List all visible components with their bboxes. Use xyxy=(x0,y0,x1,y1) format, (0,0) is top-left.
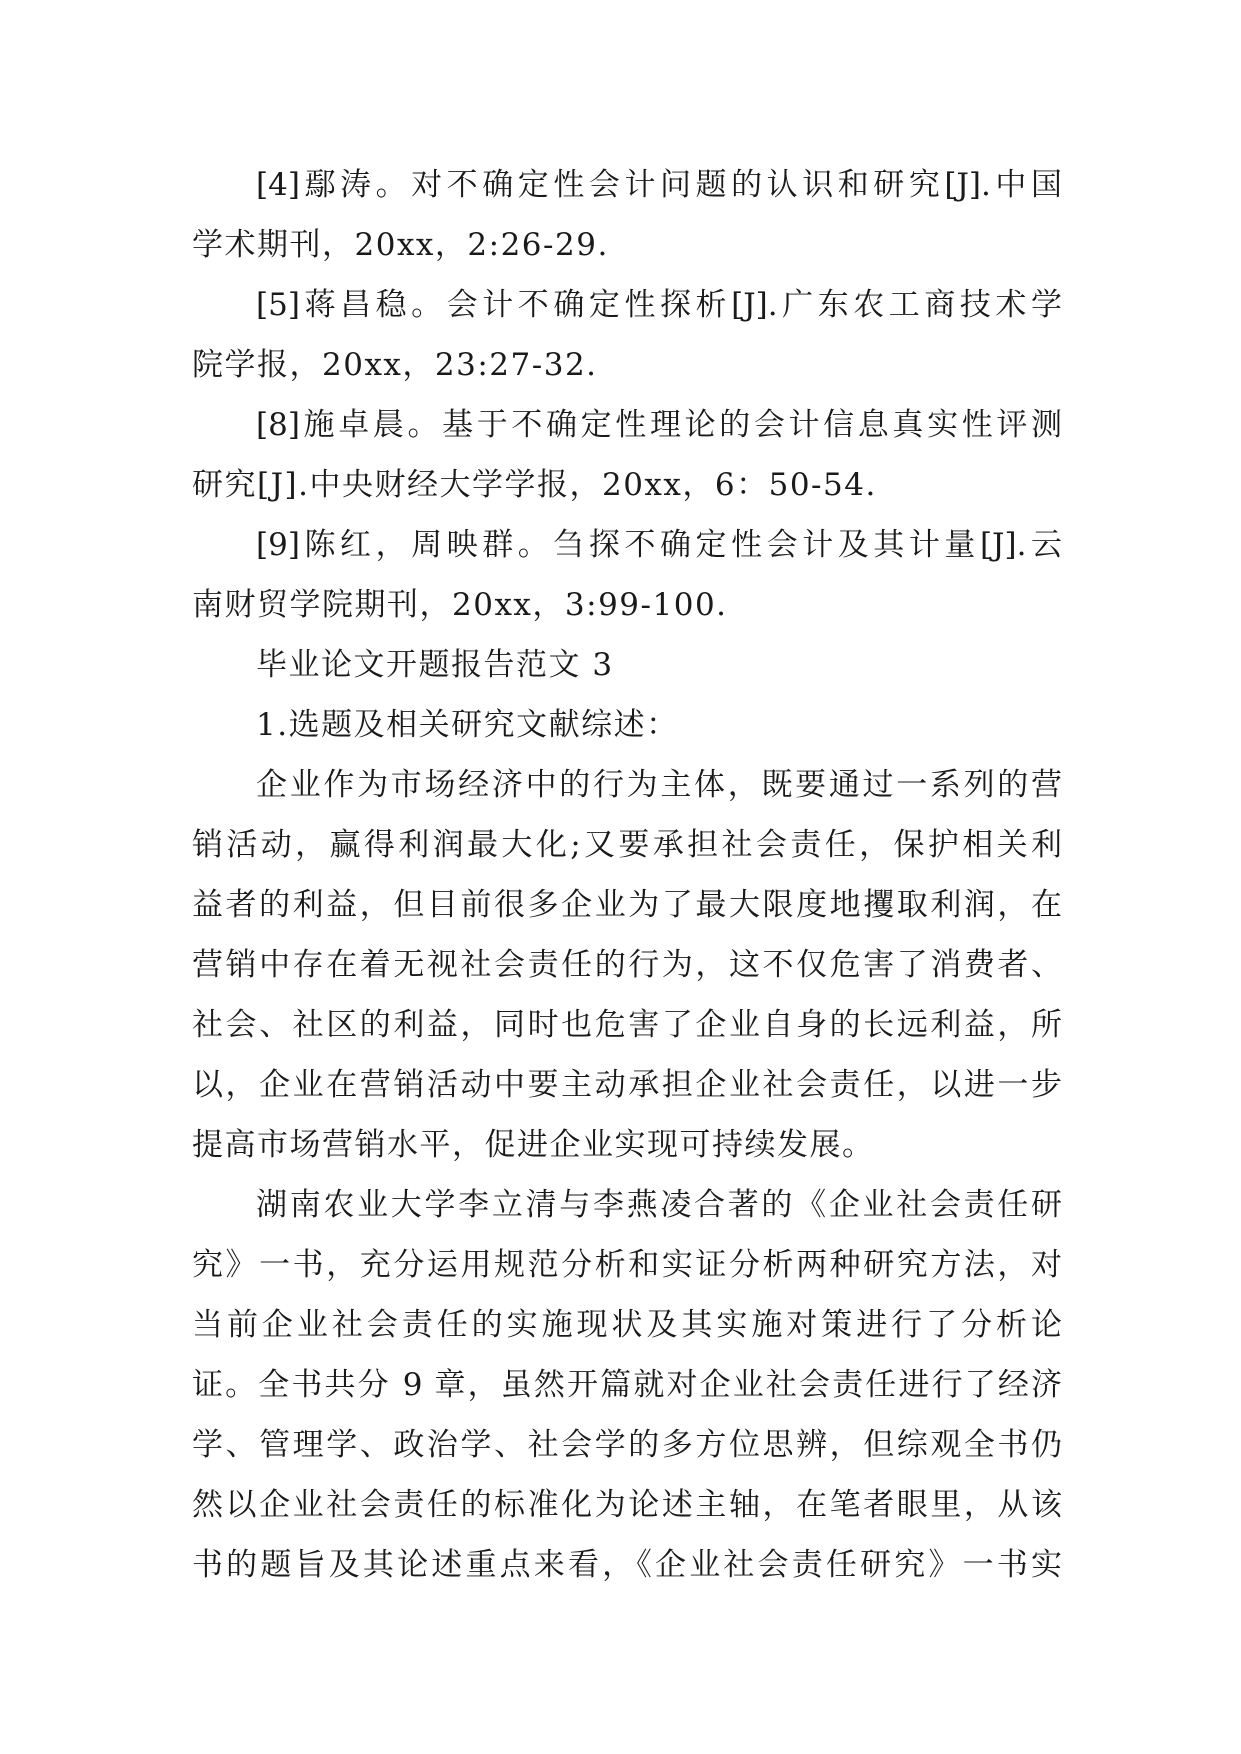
text-line: 南财贸学院期刊，20xx，3:99-100. xyxy=(192,587,728,623)
text-line: 证。全书共分 9 章，虽然开篇就对企业社会责任进行了经济 xyxy=(192,1367,1062,1403)
text-line: [8]施卓晨。基于不确定性理论的会计信息真实性评测 xyxy=(256,407,1062,443)
text-line: [5]蒋昌稳。会计不确定性探析[J].广东农工商技术学 xyxy=(256,287,1062,323)
text-line: 书的题旨及其论述重点来看，《企业社会责任研究》一书实 xyxy=(192,1547,1062,1583)
text-line: 研究[J].中央财经大学学报，20xx，6：50-54. xyxy=(192,467,877,503)
text-line: [4]鄢涛。对不确定性会计问题的认识和研究[J].中国 xyxy=(256,167,1062,203)
text-line: 社会、社区的利益，同时也危害了企业自身的长远利益，所 xyxy=(192,1007,1062,1043)
text-line: 以，企业在营销活动中要主动承担企业社会责任，以进一步 xyxy=(192,1067,1062,1103)
text-line: [9]陈红，周映群。刍探不确定性会计及其计量[J].云 xyxy=(256,527,1062,563)
text-line: 究》一书，充分运用规范分析和实证分析两种研究方法，对 xyxy=(192,1247,1062,1283)
text-line: 学、管理学、政治学、社会学的多方位思辨，但综观全书仍 xyxy=(192,1427,1062,1463)
document-body xyxy=(192,155,1062,1595)
text-line: 提高市场营销水平，促进企业实现可持续发展。 xyxy=(192,1127,875,1163)
text-line: 毕业论文开题报告范文 3 xyxy=(256,647,614,683)
text-line: 然以企业社会责任的标准化为论述主轴，在笔者眼里，从该 xyxy=(192,1487,1062,1523)
text-line: 湖南农业大学李立清与李燕凌合著的《企业社会责任研 xyxy=(256,1187,1062,1223)
text-line: 当前企业社会责任的实施现状及其实施对策进行了分析论 xyxy=(192,1307,1062,1343)
text-line: 营销中存在着无视社会责任的行为，这不仅危害了消费者、 xyxy=(192,947,1062,983)
text-line: 益者的利益，但目前很多企业为了最大限度地攫取利润，在 xyxy=(192,887,1062,923)
text-line: 企业作为市场经济中的行为主体，既要通过一系列的营 xyxy=(256,767,1062,803)
text-line: 销活动，赢得利润最大化;又要承担社会责任，保护相关利 xyxy=(192,827,1062,863)
text-line: 1.选题及相关研究文献综述： xyxy=(256,707,679,743)
text-line: 院学报，20xx，23:27-32. xyxy=(192,347,598,383)
text-line: 学术期刊，20xx，2:26-29. xyxy=(192,227,609,263)
